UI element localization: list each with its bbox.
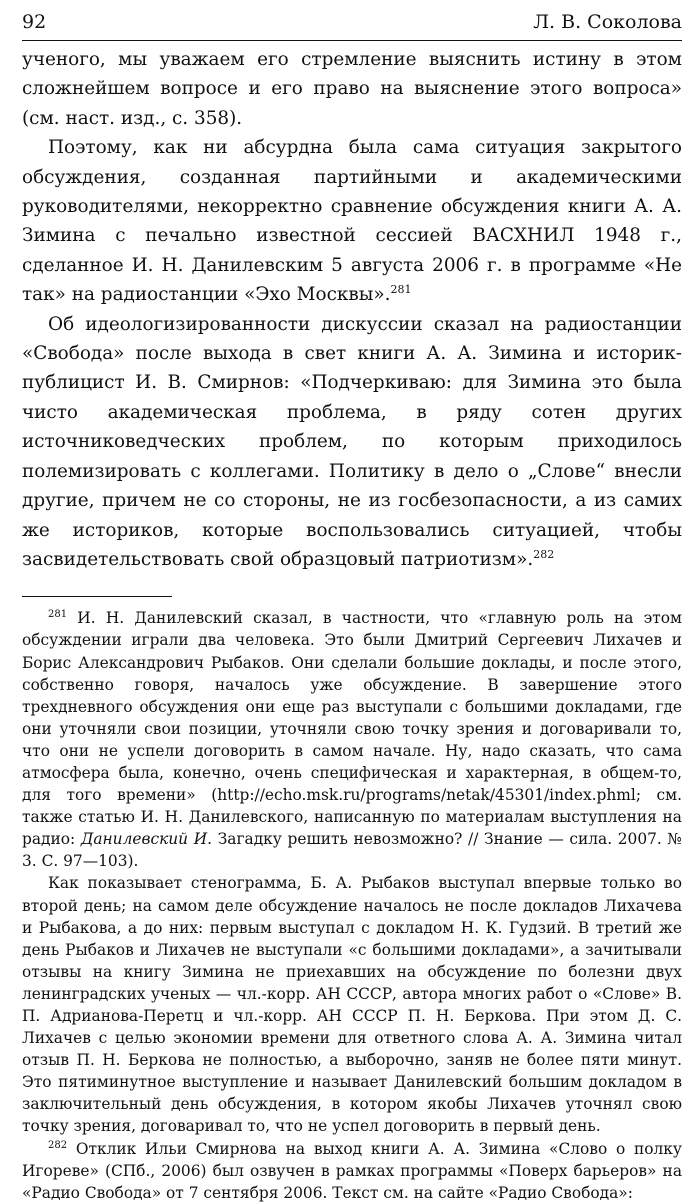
footnote-number: 281 — [48, 609, 68, 621]
footnote-text: И. Н. Данилевский сказал, в частности, что «главную роль на этом обсуждении играли два человека. Это были Дмитрий Сергеевич Лихачев и Борис Александрович Рыбаков. Они сделали большие доклады, и после этого, собственно говоря, началось уже обсуждение. В завершение этого трехдневного обсуждения они еще раз выступали с большими докладами, где они уточняли свои позиции, уточняли свою точку зрения и договаривали то, что они не успели договорить в самом начале. Ну, надо сказать, что сама атмосфера была, конечно, очень специфическая и характерная, в общем-то, для того времени» (http://echo.msk.ru/programs/netak/45301/index.phml; см. также статью И. Н. Данилевского, написанную по материалам выступления на радио: — [22, 609, 682, 849]
running-header — [22, 0, 682, 41]
footnote-text: Загадку решить невозможно? // Знание — сила. 2007. № 3. С. 97—103). — [22, 830, 682, 871]
page-number: 92 — [22, 11, 47, 33]
footnote-ref-282[interactable]: 282 — [533, 547, 555, 561]
footnote-281-continued: Как показывает стенограмма, Б. А. Рыбаков выступал впервые только во второй день; на самом деле обсуждение началось не после докладов Лихачева и Рыбакова, а до них: первым выступал с докладом Н. К. Гудзий. В третий же день Рыбаков и Лихачев не выступали «с большими докладами», а зачитывали отзывы на книгу Зимина не приехавших на обсуждение по болезни двух ленинградских ученых — чл.-корр. АН СССР, автора многих работ о «Слове» В. П. Адрианова-Перетц и чл.-корр. АН СССР П. Н. Беркова. При этом Д. С. Лихачев с целью экономии времени для ответного слова А. А. Зимина читал отзыв П. Н. Беркова не полностью, а выборочно, заняв не более пяти минут. Это пятиминутное выступление и называет Данилевский большим докладом в заключительный день обсуждения, в котором якобы Лихачев уточнял свою точку зрения, договаривал то, что не успел договорить в первый день. — [22, 874, 682, 1136]
paragraph-text: Об идеологизированности дискуссии сказал на радиостанции «Свобода» после выхода в свет книги А. А. Зимина и историк-публицист И. В. Смирнов: «Подчеркиваю: для Зимина это была чисто академическая проблема, в ряду сотен других источниковедческих проблем, по которым приходилось полемизировать с коллегами. Политику в дело о „Слове“ внесли другие, причем не со стороны, не из госбезопасности, а из самих же историков, которые воспользовались ситуацией, чтобы засвидетельствовать свой образцовый патриотизм». — [22, 313, 682, 570]
running-head-author: Л. В. Соколова — [533, 11, 682, 33]
paragraph-text: Поэтому, как ни абсурдна была сама ситуация закрытого обсуждения, созданная партийными и академическими руководителями, некорректно сравнение обсуждения книги А. А. Зимина с печально известной сессией ВАСХНИЛ 1948 г., сделанное И. Н. Данилевским 5 августа 2006 г. в программе «Не так» на радиостанции «Эхо Москвы». — [22, 137, 682, 306]
footnote-282 — [22, 1138, 682, 1204]
main-text — [22, 45, 682, 574]
footnote-ref-281[interactable]: 281 — [390, 283, 412, 297]
footnotes — [22, 607, 682, 1204]
footnote-separator — [22, 596, 172, 597]
paragraph — [22, 310, 682, 575]
footnote-author-italic: Данилевский И. — [80, 830, 213, 849]
book-page — [22, 0, 682, 1204]
paragraph — [22, 133, 682, 309]
footnote-text: Отклик Ильи Смирнова на выход книги А. А. Зимина «Слово о полку Игореве» (СПб., 2006) был озвучен в рамках программы «Поверх барьеров» на «Радио Свобода» от 7 сентября 2006. Текст см. на сайте «Радио Свобода»: — [22, 1139, 682, 1202]
footnote-281 — [22, 607, 682, 872]
footnote-number: 282 — [48, 1139, 68, 1151]
paragraph-continued: ученого, мы уважаем его стремление выяснить истину в этом сложнейшем вопросе и его право на выяснение этого вопроса» (см. наст. изд., с. 358). — [22, 49, 682, 129]
